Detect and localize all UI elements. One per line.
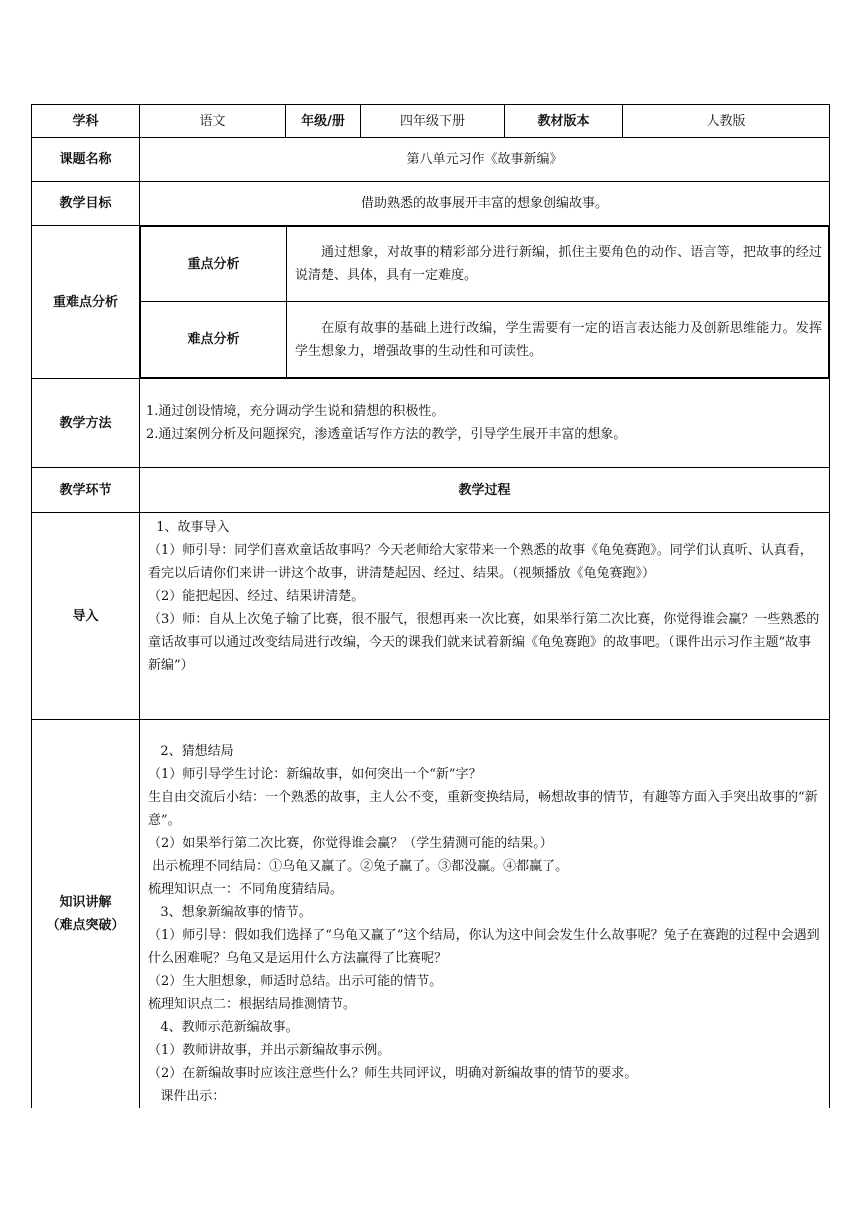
intro-cell — [140, 513, 830, 720]
subject-value: 语文 — [140, 105, 286, 138]
topic-label: 课题名称 — [32, 138, 140, 182]
grade-value: 四年级下册 — [361, 105, 505, 138]
knowledge-line: 生自由交流后小结：一个熟悉的故事，主人公不变，重新变换结局，畅想故事的情节，有趣等方面入手突出故事的“新意”。 — [148, 790, 818, 828]
intro-line: （1）师引导：同学们喜欢童话故事吗？今天老师给大家带来一个熟悉的故事《龟兔赛跑》。同学们认真听、认真看，看完以后请你们来讲一讲这个故事，讲清楚起因、经过、结果。（视频播放《龟兔赛跑》） — [148, 543, 813, 581]
difficult-point-label: 难点分析 — [141, 302, 287, 378]
edition-value: 人教版 — [623, 105, 830, 138]
knowledge-line: 2、猜想结局 — [148, 744, 234, 759]
method-row — [32, 379, 830, 468]
key-point-text: 通过想象，对故事的精彩部分进行新编，抓住主要角色的动作、语言等，把故事的经过说清楚、具体，具有一定难度。 — [295, 245, 822, 283]
goal-value: 借助熟悉的故事展开丰富的想象创编故事。 — [140, 182, 830, 226]
intro-line: （3）师：自从上次兔子输了比赛，很不服气，很想再来一次比赛，如果举行第二次比赛，你觉得谁会赢？一些熟悉的童话故事可以通过改变结局进行改编，今天的课我们就来试着新编《龟兔赛跑》的故事吧。（课件出示习作主题“故事新编”） — [148, 612, 820, 673]
intro-line: 1、故事导入 — [148, 520, 230, 535]
knowledge-label: 知识讲解 — [59, 895, 112, 910]
knowledge-line: （2）在新编故事时应该注意些什么？师生共同评议，明确对新编故事的情节的要求。 — [148, 1066, 638, 1081]
knowledge-line: 课件出示： — [148, 1089, 226, 1104]
method-line: 1.通过创设情境，充分调动学生说和猜想的积极性。 — [146, 404, 445, 419]
analysis-cell — [140, 226, 830, 379]
knowledge-cell — [140, 720, 830, 1109]
analysis-label: 重难点分析 — [32, 226, 140, 379]
knowledge-line: 出示梳理不同结局：①乌龟又赢了。②兔子赢了。③都没赢。④都赢了。 — [148, 859, 569, 874]
method-label: 教学方法 — [32, 379, 140, 468]
knowledge-line: （2）如果举行第二次比赛，你觉得谁会赢？（学生猜测可能的结果。） — [148, 836, 553, 851]
knowledge-label-cell — [32, 720, 140, 1109]
knowledge-line: 梳理知识点一：不同角度猜结局。 — [148, 882, 344, 897]
intro-line: （2）能把起因、经过、结果讲清楚。 — [148, 589, 365, 604]
topic-row — [32, 138, 830, 182]
lesson-plan-table — [31, 104, 830, 1108]
lesson-plan-document — [31, 104, 829, 1108]
intro-row — [32, 513, 830, 720]
knowledge-line: 3、想象新编故事的情节。 — [148, 905, 312, 920]
edition-label: 教材版本 — [505, 105, 623, 138]
grade-label: 年级/册 — [286, 105, 361, 138]
process-title: 教学过程 — [140, 468, 830, 513]
intro-label: 导入 — [32, 513, 140, 720]
knowledge-row — [32, 720, 830, 1109]
knowledge-line: （1）教师讲故事，并出示新编故事示例。 — [148, 1043, 391, 1058]
analysis-inner-table — [140, 226, 829, 378]
key-point-cell — [287, 227, 829, 302]
knowledge-sublabel: （难点突破） — [46, 918, 125, 933]
analysis-row — [32, 226, 830, 379]
goal-label: 教学目标 — [32, 182, 140, 226]
header-row — [32, 105, 830, 138]
method-cell — [140, 379, 830, 468]
difficult-point-row — [141, 302, 829, 378]
goal-row — [32, 182, 830, 226]
difficult-point-cell — [287, 302, 829, 378]
knowledge-line: （2）生大胆想象，师适时总结。出示可能的情节。 — [148, 974, 443, 989]
knowledge-line: （1）师引导学生讨论：新编故事，如何突出一个“新”字？ — [148, 767, 482, 782]
key-point-row — [141, 227, 829, 302]
process-header-row — [32, 468, 830, 513]
topic-value: 第八单元习作《故事新编》 — [140, 138, 830, 182]
knowledge-line: （1）师引导：假如我们选择了“乌龟又赢了”这个结局，你认为这中间会发生什么故事呢？兔子在赛跑的过程中会遇到什么困难呢？乌龟又是运用什么方法赢得了比赛呢？ — [148, 928, 820, 966]
method-line: 2.通过案例分析及问题探究，渗透童话写作方法的教学，引导学生展开丰富的想象。 — [146, 427, 627, 442]
subject-label: 学科 — [32, 105, 140, 138]
process-stage-label: 教学环节 — [32, 468, 140, 513]
knowledge-line: 4、教师示范新编故事。 — [148, 1020, 299, 1035]
knowledge-line: 梳理知识点二：根据结局推测情节。 — [148, 997, 357, 1012]
difficult-point-text: 在原有故事的基础上进行改编，学生需要有一定的语言表达能力及创新思维能力。发挥学生想象力，增强故事的生动性和可读性。 — [295, 320, 822, 359]
key-point-label: 重点分析 — [141, 227, 287, 302]
